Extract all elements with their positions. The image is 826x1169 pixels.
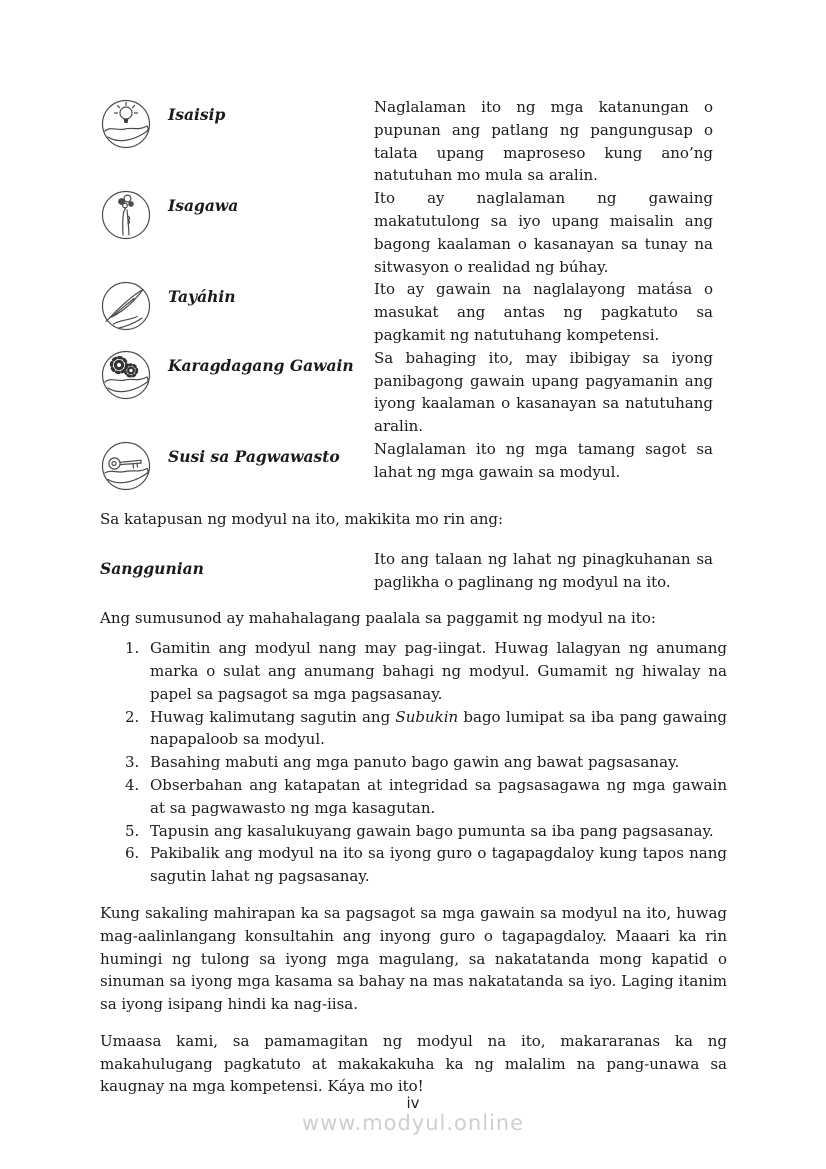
list-item [100,820,727,843]
sanggunian-label: Sanggunian [100,558,204,578]
hand-holding-gears-icon [100,347,168,401]
legend-description: Sa bahaging ito, may ibibigay sa iyong panibagong gawain upang pagyamanin ang iyong kaalaman o kasanayan sa natutuhang aralin. [374,348,713,436]
legend-row-isaisip [100,96,727,187]
hand-holding-key-icon [100,438,168,492]
closing-paragraph-2: Umaasa kami, sa pamamagitan ng modyul na ito, makararanas ka ng makahulugang pagkatuto at makakakuha ka ng malalim na pang-unawa sa kaugnay na mga kompetensi. Káya mo ito! [100,1031,727,1096]
list-number: 3. [125,753,140,772]
sanggunian-row [100,548,727,594]
list-item [100,774,727,820]
legend-row-tayahin [100,278,727,346]
list-item [100,637,727,705]
page-content [100,96,727,1098]
page-number: iv [406,1094,420,1112]
list-text: Pakibalik ang modyul na ito sa iyong guro o tagapagdaloy kung tapos nang sagutin lahat ng pagsasanay. [150,844,727,886]
closing-paragraph-1: Kung sakaling mahirapan ka sa pagsagot sa mga gawain sa modyul na ito, huwag mag-aalinlangang konsultahin ang inyong guro o tagapagdaloy. Maaari ka rin humingi ng tulong sa iyong mga magulang, sa nakatatanda mong kapatid o sinuman sa iyong mga kasama sa bahay na mas nakatatanda sa iyo. Laging itanim sa iyong isipang hindi ka nag-iisa. [100,903,727,1014]
legend-description: Naglalaman ito ng mga katanungan o pupunan ang patlang ng pangungusap o talata upang maproseso kung ano’ng natutuhan mo mula sa aralin. [374,98,713,185]
list-number: 5. [125,821,140,840]
legend-description: Ito ay naglalaman ng gawaing makatutulong sa iyo upang maisalin ang bagong kaalaman o kasanayan sa tunay na sitwasyon o realidad ng búhay. [374,189,713,276]
list-text [150,706,727,752]
hand-holding-flowers-icon [100,187,168,241]
list-text: Basahing mabuti ang mga panuto bago gawin ang bawat pagsasanay. [150,753,680,772]
legend-label: Susi sa Pagwawasto [168,446,340,466]
list-item [100,751,727,774]
reminders-intro: Ang sumusunod ay mahahalagang paalala sa paggamit ng modyul na ito: [100,609,656,628]
list-text-post: bago lumipat sa iba pang gawaing napapaloob sa modyul. [150,707,727,749]
list-item [100,706,727,752]
list-number: 1. [125,639,140,658]
sanggunian-description: Ito ang talaan ng lahat ng pinagkuhanan sa paglikha o paglinang ng modyul na ito. [374,549,713,591]
legend-row-susi-sa-pagwawasto [100,438,727,492]
reminders-list [100,637,727,888]
list-text-italic: Subukin [395,707,459,726]
list-text: Gamitin ang modyul nang may pag-iingat. Huwag lalagyan ng anumang marka o sulat ang anumang bahagi ng modyul. Gumamit ng hiwalay na papel sa pagsagot sa mga pagsasanay. [150,639,727,703]
list-number: 4. [125,775,140,794]
list-item [100,842,727,888]
legend-description: Ito ay gawain na naglalayong matása o masukat ang antas ng pagkatuto sa pagkamit ng natutuhang kompetensi. [374,280,713,344]
closing-line: Sa katapusan ng modyul na ito, makikita mo rin ang: [100,509,504,528]
legend-row-isagawa [100,187,727,278]
legend-row-karagdagang-gawain [100,347,727,438]
legend-description: Naglalaman ito ng mga tamang sagot sa lahat ng mga gawain sa modyul. [374,439,713,481]
list-number: 2. [125,707,140,726]
list-text: Obserbahan ang katapatan at integridad sa pagsasagawa ng mga gawain at sa pagwawasto ng mga kasagutan. [150,775,727,817]
list-text: Tapusin ang kasalukuyang gawain bago pumunta sa iba pang pagsasanay. [150,821,714,840]
legend-label: Karagdagang Gawain [168,355,354,375]
legend-label: Tayáhin [168,287,236,307]
watermark-url: www.modyul.online [301,1111,525,1135]
list-text-pre: Huwag kalimutang sagutin ang [150,707,396,726]
list-number: 6. [125,844,140,863]
hand-lightbulb-icon [100,96,168,150]
hand-writing-pen-icon [100,278,168,332]
legend-label: Isagawa [168,196,239,216]
legend-label: Isaisip [168,105,226,124]
